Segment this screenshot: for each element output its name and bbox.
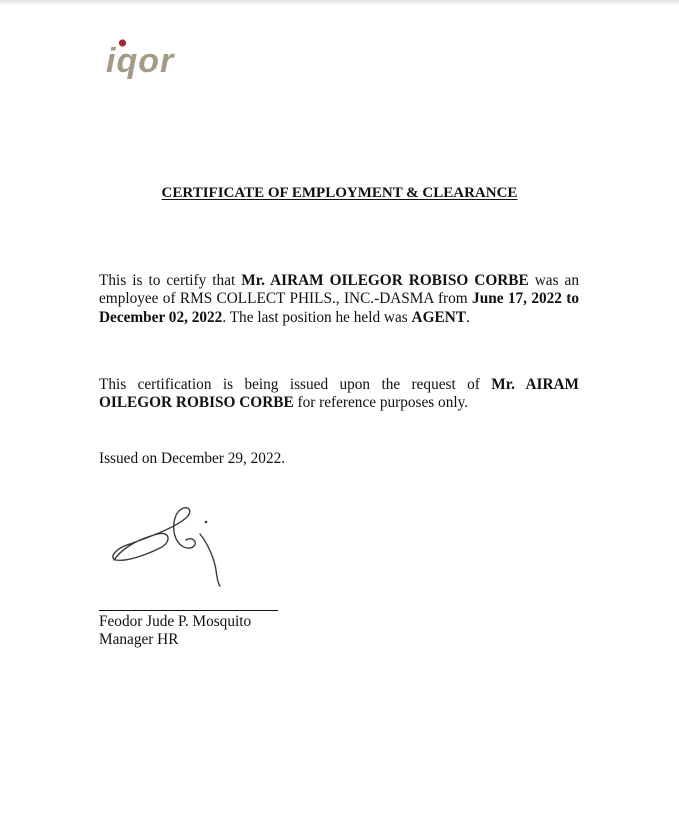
employment-period: June 17, 2022 to December 02, 2022 <box>99 290 579 326</box>
page-top-shadow <box>0 0 679 6</box>
purpose-paragraph: This certification is being issued upon the request of Mr. AIRAM OILEGOR ROBISO CORBE for reference purposes only. <box>99 376 579 412</box>
iqor-logo <box>104 38 214 80</box>
signatory-name: Feodor Jude P. Mosquito <box>99 613 252 630</box>
certificate-title: CERTIFICATE OF EMPLOYMENT & CLEARANCE <box>161 185 518 201</box>
last-position: AGENT <box>411 308 466 326</box>
logo-wordmark: iqor <box>106 42 175 80</box>
signatory-block <box>99 613 251 650</box>
employee-name: Mr. AIRAM OILEGOR ROBISO CORBE <box>241 272 529 289</box>
issue-date: Issued on December 29, 2022. <box>99 450 286 467</box>
signature <box>108 502 233 588</box>
signatory-title: Manager HR <box>99 631 179 649</box>
requester-name: Mr. AIRAM OILEGOR ROBISO CORBE <box>99 376 579 412</box>
signature-line <box>99 610 278 611</box>
certification-paragraph: This is to certify that Mr. AIRAM OILEGOR ROBISO CORBE was an employee of RMS COLLECT PHILS., INC.-DASMA from June 17, 2022 to December 02, 2022. The last position he held was AGENT. <box>99 272 579 326</box>
